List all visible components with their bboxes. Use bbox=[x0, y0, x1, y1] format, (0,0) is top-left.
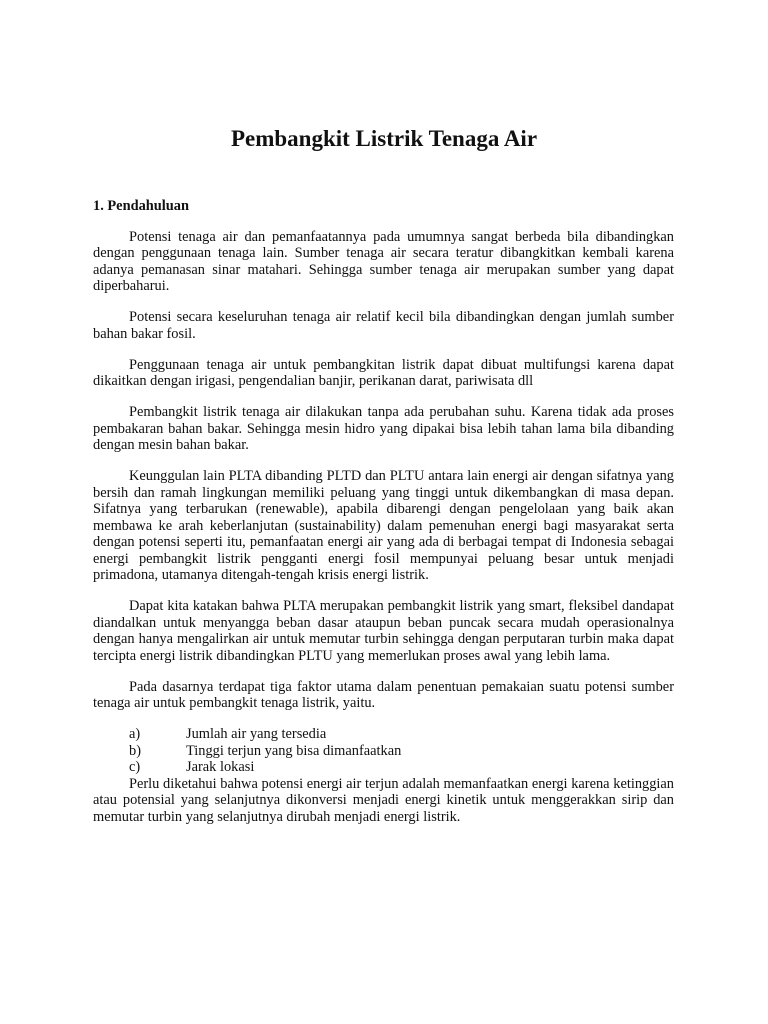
list-item bbox=[93, 726, 674, 743]
document-body bbox=[93, 198, 674, 825]
list-item-text: Tinggi terjun yang bisa dimanfaatkan bbox=[186, 742, 402, 759]
paragraph: Pada dasarnya terdapat tiga faktor utama dalam penentuan pemakaian suatu potensi sumber tenaga air untuk pembangkit tenaga listrik, yaitu. bbox=[93, 678, 674, 711]
closing-paragraph: Perlu diketahui bahwa potensi energi air terjun adalah memanfaatkan energi karena ketinggian atau potensial yang selanjutnya dikonversi menjadi energi kinetik untuk menggerakkan sirip dan memutar turbin yang selanjutnya dirubah menjadi energi listrik. bbox=[93, 775, 674, 825]
list-item bbox=[93, 743, 674, 760]
paragraph: Pembangkit listrik tenaga air dilakukan tanpa ada perubahan suhu. Karena tidak ada proses pembakaran bahan bakar. Sehingga mesin hidro yang dipakai bisa lebih tahan lama bila dibanding dengan mesin bahan bakar. bbox=[93, 404, 674, 453]
list-marker: c) bbox=[129, 759, 141, 775]
list-item-text: Jarak lokasi bbox=[186, 759, 255, 775]
list-item-text: Jumlah air yang tersedia bbox=[186, 726, 327, 742]
paragraph: Penggunaan tenaga air untuk pembangkitan listrik dapat dibuat multifungsi karena dapat dikaitkan dengan irigasi, pengendalian banjir, perikanan darat, pariwisata dll bbox=[93, 356, 674, 389]
paragraph: Potensi secara keseluruhan tenaga air relatif kecil bila dibandingkan dengan jumlah sumber bahan bakar fosil. bbox=[93, 309, 674, 342]
document-title: Pembangkit Listrik Tenaga Air bbox=[230, 126, 538, 151]
factor-list bbox=[93, 726, 674, 776]
paragraph: Dapat kita katakan bahwa PLTA merupakan pembangkit listrik yang smart, fleksibel dandapat diandalkan untuk menyangga beban dasar ataupun beban puncak secara mudah operasionalnya dengan hanya mengalirkan air untuk memutar turbin sehingga dengan perputaran turbin maka dapat tercipta energi listrik dibandingkan PLTU yang memerlukan proses awal yang lebih lama. bbox=[93, 598, 674, 664]
paragraph: Keunggulan lain PLTA dibanding PLTD dan PLTU antara lain energi air dengan sifatnya yang bersih dan ramah lingkungan memiliki peluang yang tinggi untuk dikembangkan di masa depan. Sifatnya yang terbarukan (renewable), apabila dibarengi dengan pengelolaan yang baik akan membawa ke arah keberlanjutan (sustainability) dalam pemenuhan energi bagi masyarakat serta dengan potensi seperti itu, pemanfaatan energi air yang ada di berbagai tempat di Indonesia sebagai energi pembangkit listrik pengganti energi fosil mempunyai peluang besar untuk menjadi primadona, utamanya ditengah-tengah krisis energi listrik. bbox=[93, 468, 674, 583]
section-heading: 1. Pendahuluan bbox=[93, 198, 189, 214]
list-item bbox=[93, 759, 674, 776]
paragraph: Potensi tenaga air dan pemanfaatannya pada umumnya sangat berbeda bila dibandingkan dengan penggunaan tenaga lain. Sumber tenaga air secara teratur dibangkitkan kembali karena adanya pemanasan sinar matahari. Sehingga sumber tenaga air merupakan sumber yang dapat diperbaharui. bbox=[93, 228, 674, 294]
list-marker: b) bbox=[129, 742, 141, 759]
list-marker: a) bbox=[129, 726, 141, 742]
